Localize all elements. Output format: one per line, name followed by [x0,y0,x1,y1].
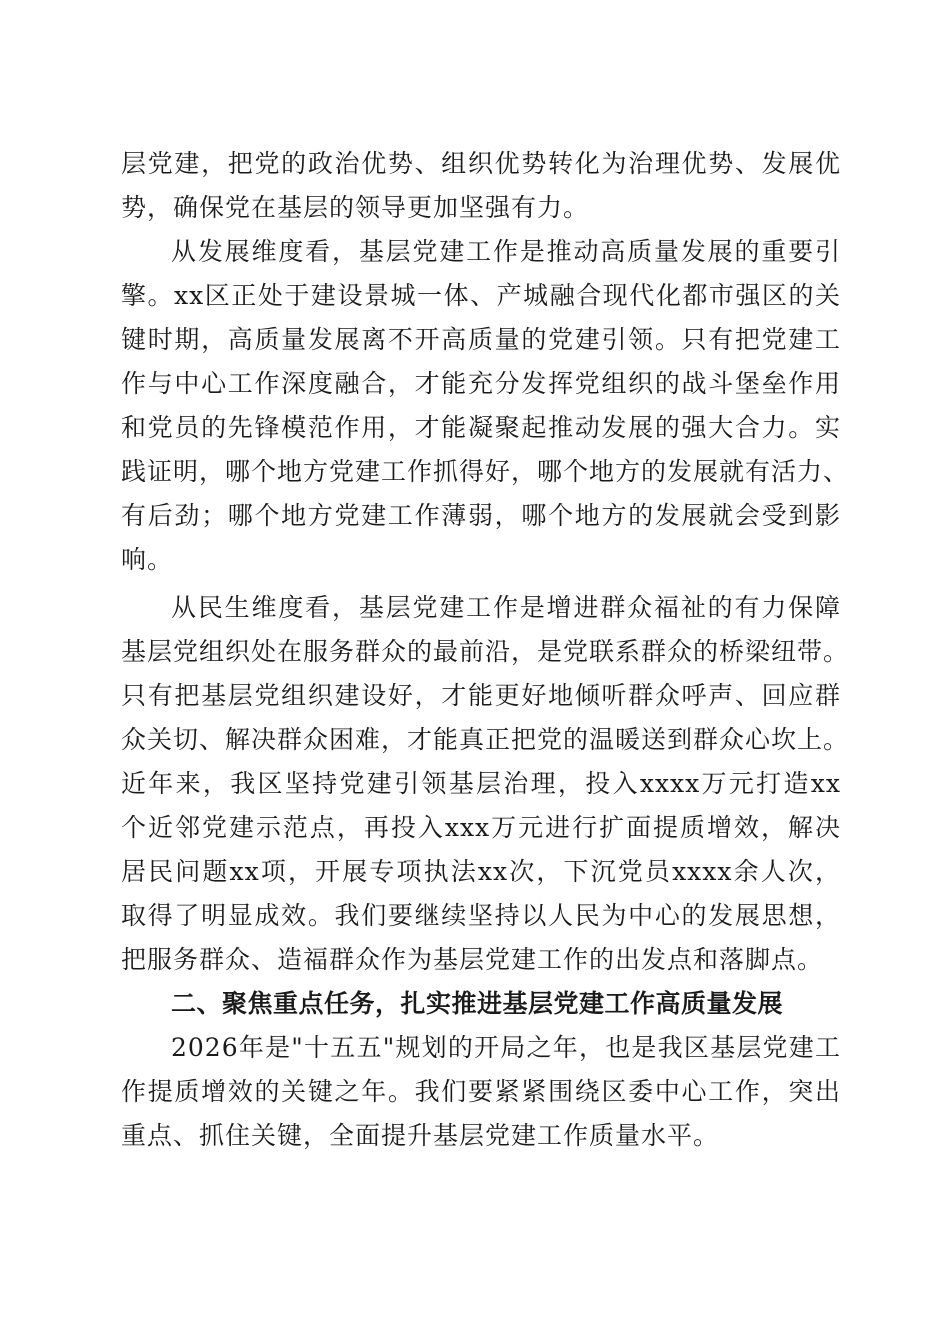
text-line: 基层党组织处在服务群众的最前沿，是党联系群众的桥梁纽带。 [121,637,850,666]
section-heading: 二、聚焦重点任务，扎实推进基层党建工作高质量发展 [171,989,784,1018]
text-line: 势，确保党在基层的领导更加坚强有力。 [121,193,590,222]
text-line: 把服务群众、造福群众作为基层党建工作的出发点和落脚点。 [121,945,824,974]
text-line: 重点、抓住关键，全面提升基层党建工作质量水平。 [121,1121,720,1150]
text-line: 和党员的先锋模范作用，才能凝聚起推动发展的强大合力。实 [121,413,841,442]
text-line: 取得了明显成效。我们要继续坚持以人民为中心的发展思想， [121,901,841,930]
paragraph-first-line: 从民生维度看，基层党建工作是增进群众福祉的有力保障 [171,593,841,622]
paragraph-first-line: 从发展维度看，基层党建工作是推动高质量发展的重要引 [171,237,841,266]
text-line: 众关切、解决群众困难，才能真正把党的温暖送到群众心坎上。 [121,725,850,754]
text-line: 响。 [121,545,174,574]
text-line: 键时期，高质量发展离不开高质量的党建引领。只有把党建工 [121,325,841,354]
text-line: 个近邻党建示范点，再投入xxx万元进行扩面提质增效，解决 [121,813,841,842]
text-line: 践证明，哪个地方党建工作抓得好，哪个地方的发展就有活力、 [121,457,850,486]
text-line: 居民问题xx项，开展专项执法xx次，下沉党员xxxx余人次， [121,857,841,886]
text-line: 作提质增效的关键之年。我们要紧紧围绕区委中心工作，突出 [121,1077,841,1106]
paragraph-first-line: 2026年是"十五五"规划的开局之年，也是我区基层党建工 [171,1033,841,1062]
text-line: 层党建，把党的政治优势、组织优势转化为治理优势、发展优 [121,149,841,178]
text-line: 只有把基层党组织建设好，才能更好地倾听群众呼声、回应群 [121,681,841,710]
text-line: 作与中心工作深度融合，才能充分发挥党组织的战斗堡垒作用 [121,369,841,398]
text-line: 擎。xx区正处于建设景城一体、产城融合现代化都市强区的关 [121,281,841,310]
text-line: 近年来，我区坚持党建引领基层治理，投入xxxx万元打造xx [121,769,841,798]
text-line: 有后劲；哪个地方党建工作薄弱，哪个地方的发展就会受到影 [121,501,841,530]
